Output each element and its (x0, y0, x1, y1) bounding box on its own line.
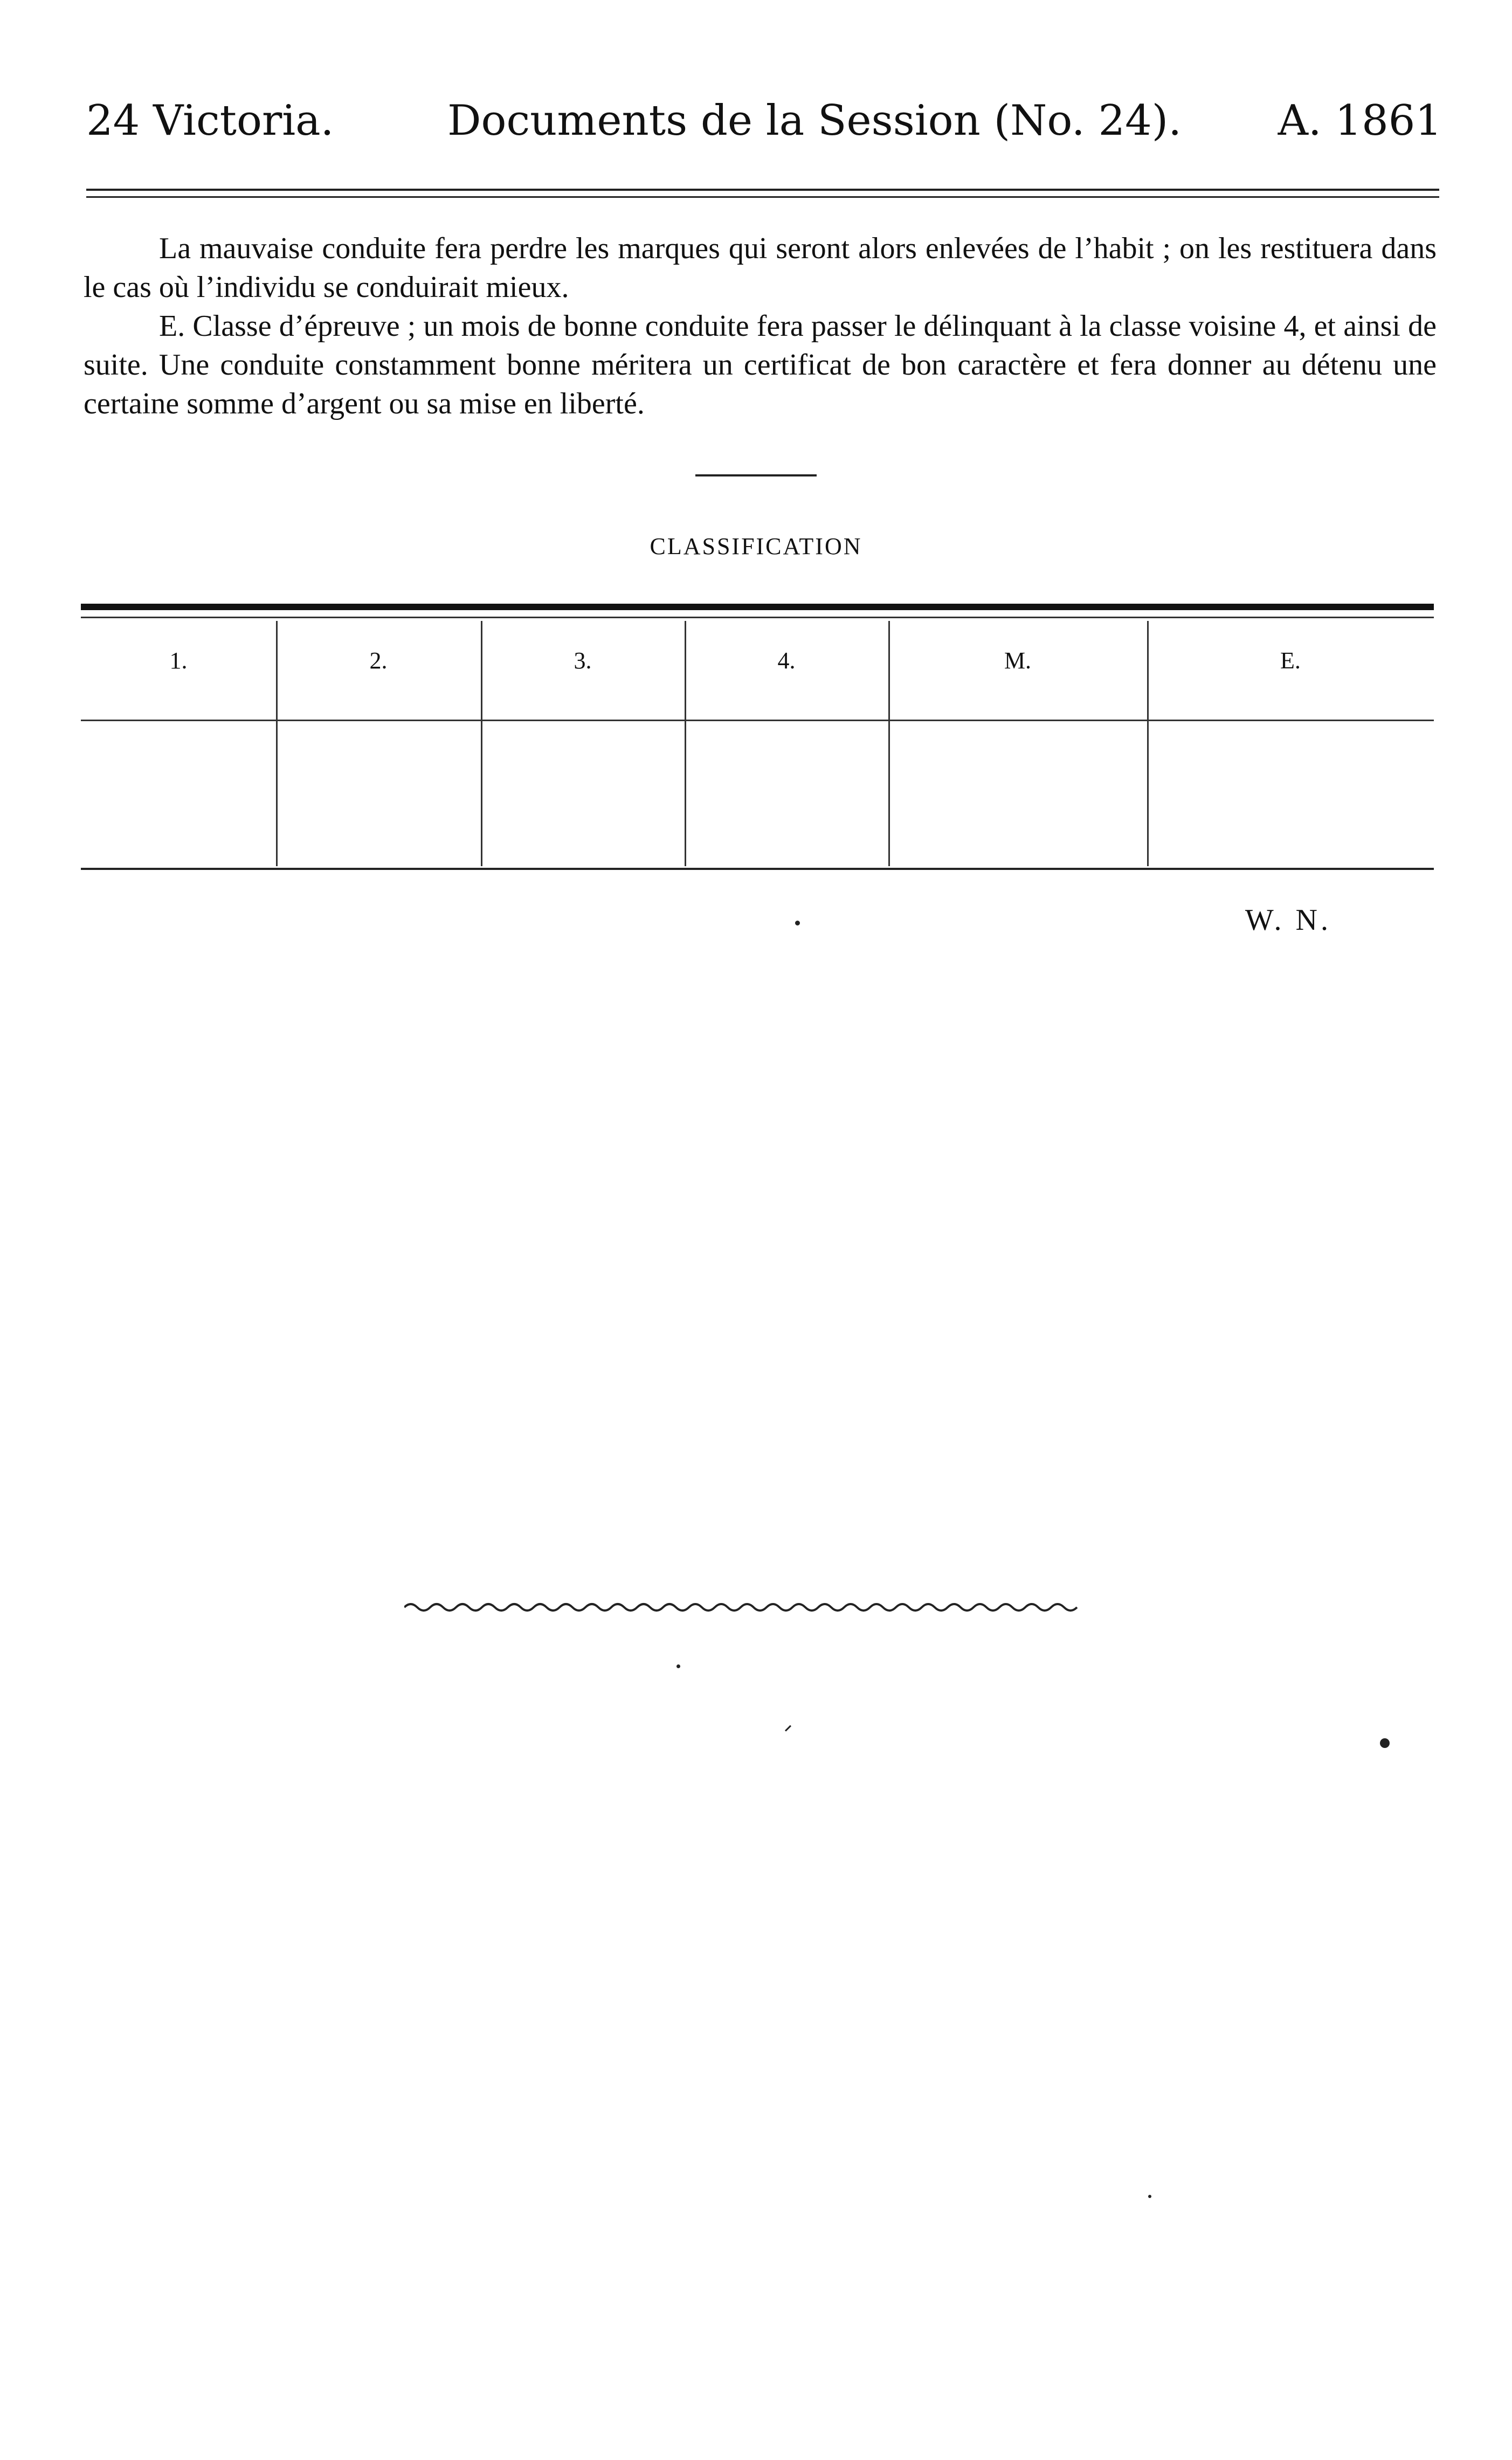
column-divider (276, 621, 278, 866)
running-head-left: 24 Victoria. (86, 96, 334, 145)
column-divider (481, 621, 482, 866)
paragraph-2: E. Classe d’épreuve ; un mois de bonne conduite fera passer le délinquant à la classe voisine 4, et ainsi de suite. Une conduite constamment bonne méritera un certificat de bon caractère et fera donner au détenu une certaine somme d’argent ou sa mise en liberté. (84, 309, 1437, 420)
column-header-4: 4. (777, 647, 796, 674)
running-head-title: Documents de la Session (No. 24). (447, 96, 1182, 145)
header-rule-top (86, 189, 1439, 191)
paragraph-1: La mauvaise conduite fera perdre les marques qui seront alors enlevées de l’habit ; on les restituera dans le cas où l’individu se conduirait mieux. (84, 232, 1437, 304)
table-top-rule (81, 604, 1434, 610)
scan-speck (795, 921, 800, 925)
table-header-rule (81, 720, 1434, 721)
scan-speck (785, 1725, 791, 1731)
section-title: CLASSIFICATION (650, 533, 862, 559)
column-divider (888, 621, 890, 866)
body-text (84, 229, 1437, 423)
section-separator (695, 474, 817, 476)
header-rule-bottom (86, 196, 1439, 198)
wavy-end-rule (404, 1595, 1089, 1617)
column-header-3: 3. (574, 647, 592, 674)
classification-table (81, 604, 1434, 871)
column-divider (685, 621, 686, 866)
signature: W. N. (1245, 903, 1331, 937)
table-bottom-rule (81, 868, 1434, 870)
scan-speck (1148, 2195, 1151, 2198)
column-header-1: 1. (169, 647, 188, 674)
scan-speck (1380, 1738, 1390, 1748)
column-header-2: 2. (369, 647, 388, 674)
column-divider (1147, 621, 1149, 866)
running-head-right: A. 1861 (1278, 96, 1442, 145)
scan-speck (676, 1664, 680, 1668)
column-header-e: E. (1280, 647, 1301, 674)
column-header-m: M. (1004, 647, 1032, 674)
table-top-thin-rule (81, 617, 1434, 618)
